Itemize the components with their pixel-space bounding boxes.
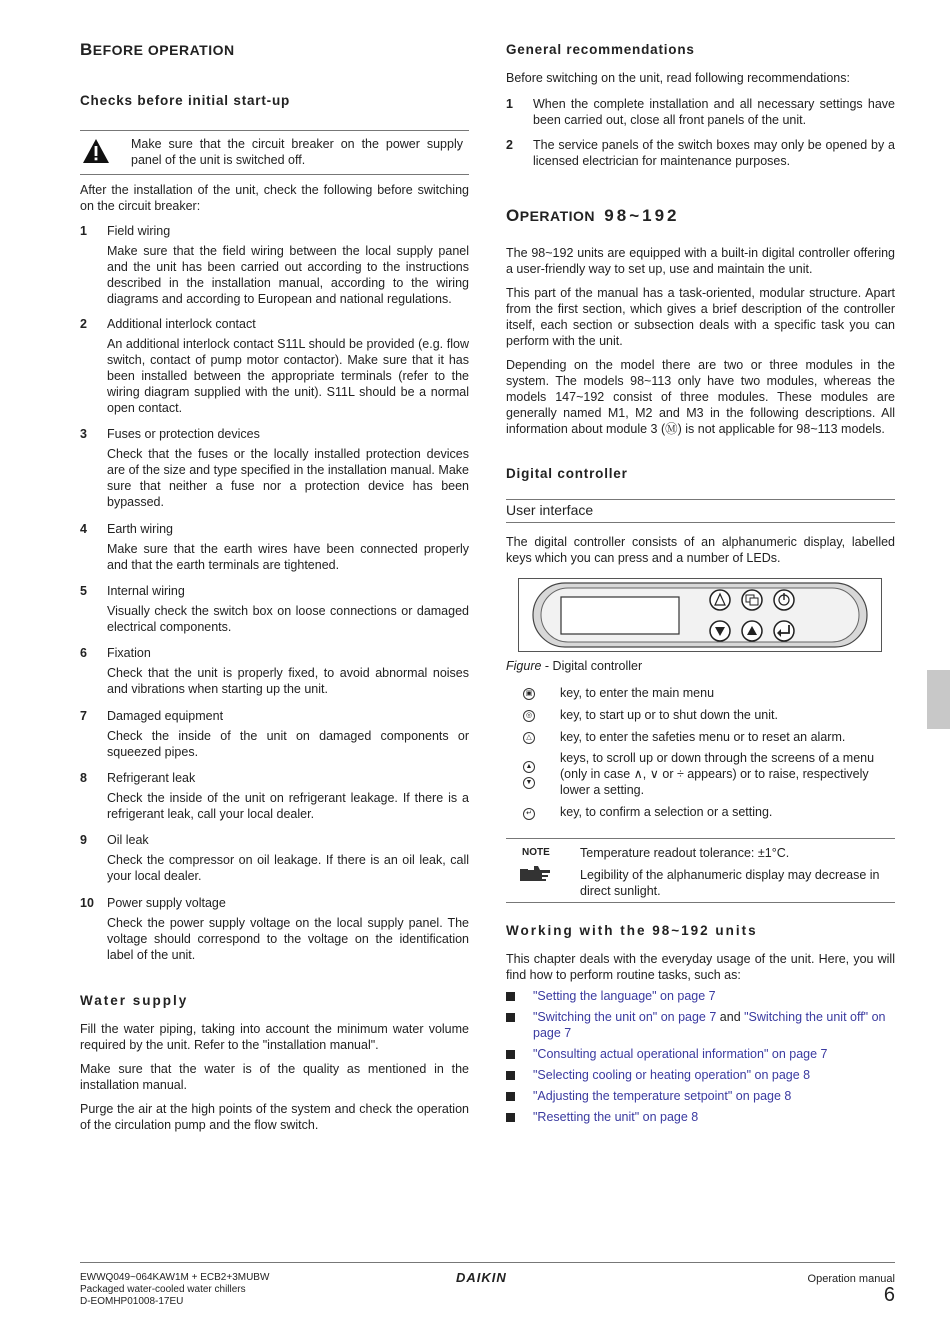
item-number: 5 [80,584,87,598]
item-body: Check the compressor on oil leakage. If there is an oil leak, call your local dealer. [107,853,469,883]
intro-text: After the installation of the unit, check the following before switching on the circuit breaker: [80,183,469,213]
bullet [506,1071,515,1080]
item-title: Oil leak [107,833,149,847]
item-number: 8 [80,771,87,785]
item-body: Check the power supply voltage on the local supply panel. The voltage should correspond to the voltage on the identification label of the unit. [107,916,469,962]
item-title: Power supply voltage [107,896,226,910]
bullet [506,1113,515,1122]
daikin-logo: DAIKIN [456,1270,507,1285]
general-intro: Before switching on the unit, read following recommendations: [506,71,850,85]
enter-key-icon: ↵ [523,808,535,820]
item-title: Damaged equipment [107,709,224,723]
bullet [506,992,515,1001]
up-key-icon[interactable] [742,621,762,641]
bullet [506,1013,515,1022]
divider [506,499,895,500]
title-rest: EFORE OPERATION [92,42,235,58]
operation-p1: The 98~192 units are equipped with a built-in digital controller offering a user-friendly way to set up, use and maintain the unit. [506,246,895,276]
controller-drawing [519,579,881,651]
item-title: Fixation [107,646,151,660]
warning-icon [82,138,110,168]
footer-model: EWWQ049~064KAW1M + ECB2+3MUBW [80,1272,270,1283]
footer-divider [80,1262,895,1263]
link-resetting-unit[interactable]: "Resetting the unit" on page 8 [533,1110,699,1124]
section-title-operation [506,208,679,224]
note-hand-icon [520,863,552,887]
item-body: Make sure that the field wiring between the local supply panel and the unit has been carried out according to the instructions described in the installation manual, according to the wiring diagrams and according to European and national regulations. [107,244,469,306]
bullet [506,1050,515,1059]
link-switching-off[interactable]: "Switching the unit off" on page 7 [533,1010,886,1040]
section-title-before-operation [80,42,235,58]
checks-heading: Checks before initial start-up [80,93,291,108]
user-interface-heading: User interface [506,502,594,518]
item-body: Check that the unit is properly fixed, to avoid abnormal noises and vibrations when starting up the unit. [107,666,469,696]
item-number: 1 [80,224,87,238]
link-temperature-setpoint[interactable]: "Adjusting the temperature setpoint" on page 8 [533,1089,792,1103]
menu-key-icon[interactable] [742,590,762,610]
divider [80,130,469,131]
title-cap: O [506,206,520,225]
item-number: 2 [80,317,87,331]
item-title: Fuses or protection devices [107,427,260,441]
note-line-1: Temperature readout tolerance: ±1°C. [580,846,790,860]
item-number: 2 [506,138,513,152]
general-heading: General recommendations [506,42,695,57]
chapter-tab-marker [927,670,950,729]
list-item-text [533,1009,895,1041]
divider [506,902,895,903]
up-key-icon: ▲ [523,761,535,773]
water-p1: Fill the water piping, taking into account the minimum water volume required by the unit. Refer to the "installation manual". [80,1022,469,1052]
item-title: Refrigerant leak [107,771,196,785]
item-number: 3 [80,427,87,441]
link-consulting-info[interactable]: "Consulting actual operational information" on page 7 [533,1047,828,1061]
key-desc-enter: key, to confirm a selection or a setting. [560,805,773,819]
figure-caption [506,658,642,674]
alarm-key-icon: △ [523,732,535,744]
item-number: 1 [506,97,513,111]
item-title: Additional interlock contact [107,317,256,331]
working-heading: Working with the 98~192 units [506,923,758,938]
item-body: Check the inside of the unit on refrigerant leakage. If there is a refrigerant leak, call your local dealer. [107,791,469,821]
footer-doc-code: D-EOMHP01008-17EU [80,1296,184,1307]
menu-key-icon: ▣ [523,688,535,700]
link-cooling-heating[interactable]: "Selecting cooling or heating operation" on page 8 [533,1068,811,1082]
enter-key-icon[interactable] [774,621,794,641]
item-number: 10 [80,896,94,910]
operation-p3: Depending on the model there are two or three modules in the system. The models 98~113 only have two modules, whereas the models 147~192 consist of three modules. These modules are generally named M1, M2 and M3 in the following descriptions. All information about module 3 (Ⓜ) is not applicable for 98~113 models. [506,358,895,436]
item-body: Visually check the switch box on loose connections or damaged electrical components. [107,604,469,634]
note-label: NOTE [522,847,550,858]
figure-label: Figure [506,659,542,673]
item-body: An additional interlock contact S11L should be provided (e.g. flow switch, contact of pump motor contactor). Make sure that it has been installed between the appropriate terminals (refer to the wiring diagram supplied with the unit). S11L should be a normal open contact. [107,337,469,415]
item-number: 4 [80,522,87,536]
item-number: 9 [80,833,87,847]
water-supply-heading: Water supply [80,993,189,1008]
operation-p2: This part of the manual has a task-oriented, modular structure. Apart from the first section, which gives a brief description of the controller itself, each section or subsection deals with a specific task you can perform with the unit. [506,286,895,348]
footer-product: Packaged water-cooled water chillers [80,1284,246,1295]
item-number: 7 [80,709,87,723]
page-number: 6 [883,1284,895,1306]
link-setting-language[interactable]: "Setting the language" on page 7 [533,989,716,1003]
water-p3: Purge the air at the high points of the system and check the operation of the circulation pump and the flow switch. [80,1102,469,1132]
item-title: Field wiring [107,224,171,238]
working-paragraph: This chapter deals with the everyday usage of the unit. Here, you will find how to perform routine tasks, such as: [506,952,895,982]
item-body: Make sure that the earth wires have been connected properly and that the earth terminals are tightened. [107,542,469,572]
item-body: Check the inside of the unit on damaged components or squeezed pipes. [107,729,469,759]
controller-figure [518,578,882,652]
divider [506,522,895,523]
item-body: When the complete installation and all necessary settings have been carried out, close all front panels of the unit. [533,97,895,127]
title-model: 98~192 [604,206,680,225]
title-rest: PERATION [519,208,596,224]
divider [506,838,895,839]
power-key-icon: ◎ [523,710,535,722]
footer-manual: Operation manual [807,1273,895,1285]
item-title: Internal wiring [107,584,185,598]
digital-controller-heading: Digital controller [506,466,628,481]
ui-paragraph: The digital controller consists of an alphanumeric display, labelled keys which you can press and a number of LEDs. [506,535,895,565]
item-title: Earth wiring [107,522,173,536]
item-body: The service panels of the switch boxes may only be opened by a licensed electrician for maintenance purposes. [533,138,895,168]
footer-left [80,1272,269,1308]
link-switching-on[interactable]: "Switching the unit on" on page 7 [533,1010,717,1024]
down-key-icon[interactable] [710,621,730,641]
title-cap: B [80,40,93,59]
key-desc-power: key, to start up or to shut down the unit. [560,708,778,722]
power-key-icon[interactable] [774,590,794,610]
alarm-key-icon[interactable] [710,590,730,610]
down-key-icon: ▼ [523,777,535,789]
key-desc-alarm: key, to enter the safeties menu or to reset an alarm. [560,730,846,744]
warning-text: Make sure that the circuit breaker on the power supply panel of the unit is switched off. [131,137,463,167]
link-joiner: and [716,1010,745,1024]
key-desc-scroll: keys, to scroll up or down through the screens of a menu (only in case ∧, ∨ or ÷ appears) or to raise, respectively lower a setting. [560,751,875,797]
bullet [506,1092,515,1101]
divider [80,174,469,175]
item-number: 6 [80,646,87,660]
key-desc-menu: key, to enter the main menu [560,686,715,700]
item-body: Check that the fuses or the locally installed protection devices are of the size and type specified in the installation manual. Make sure that neither a fuse nor a protection device has been bypassed. [107,447,469,509]
water-p2: Make sure that the water is of the quality as mentioned in the installation manual. [80,1062,469,1092]
figure-caption-text: - Digital controller [541,659,643,673]
note-line-2: Legibility of the alphanumeric display may decrease in direct sunlight. [580,868,880,898]
